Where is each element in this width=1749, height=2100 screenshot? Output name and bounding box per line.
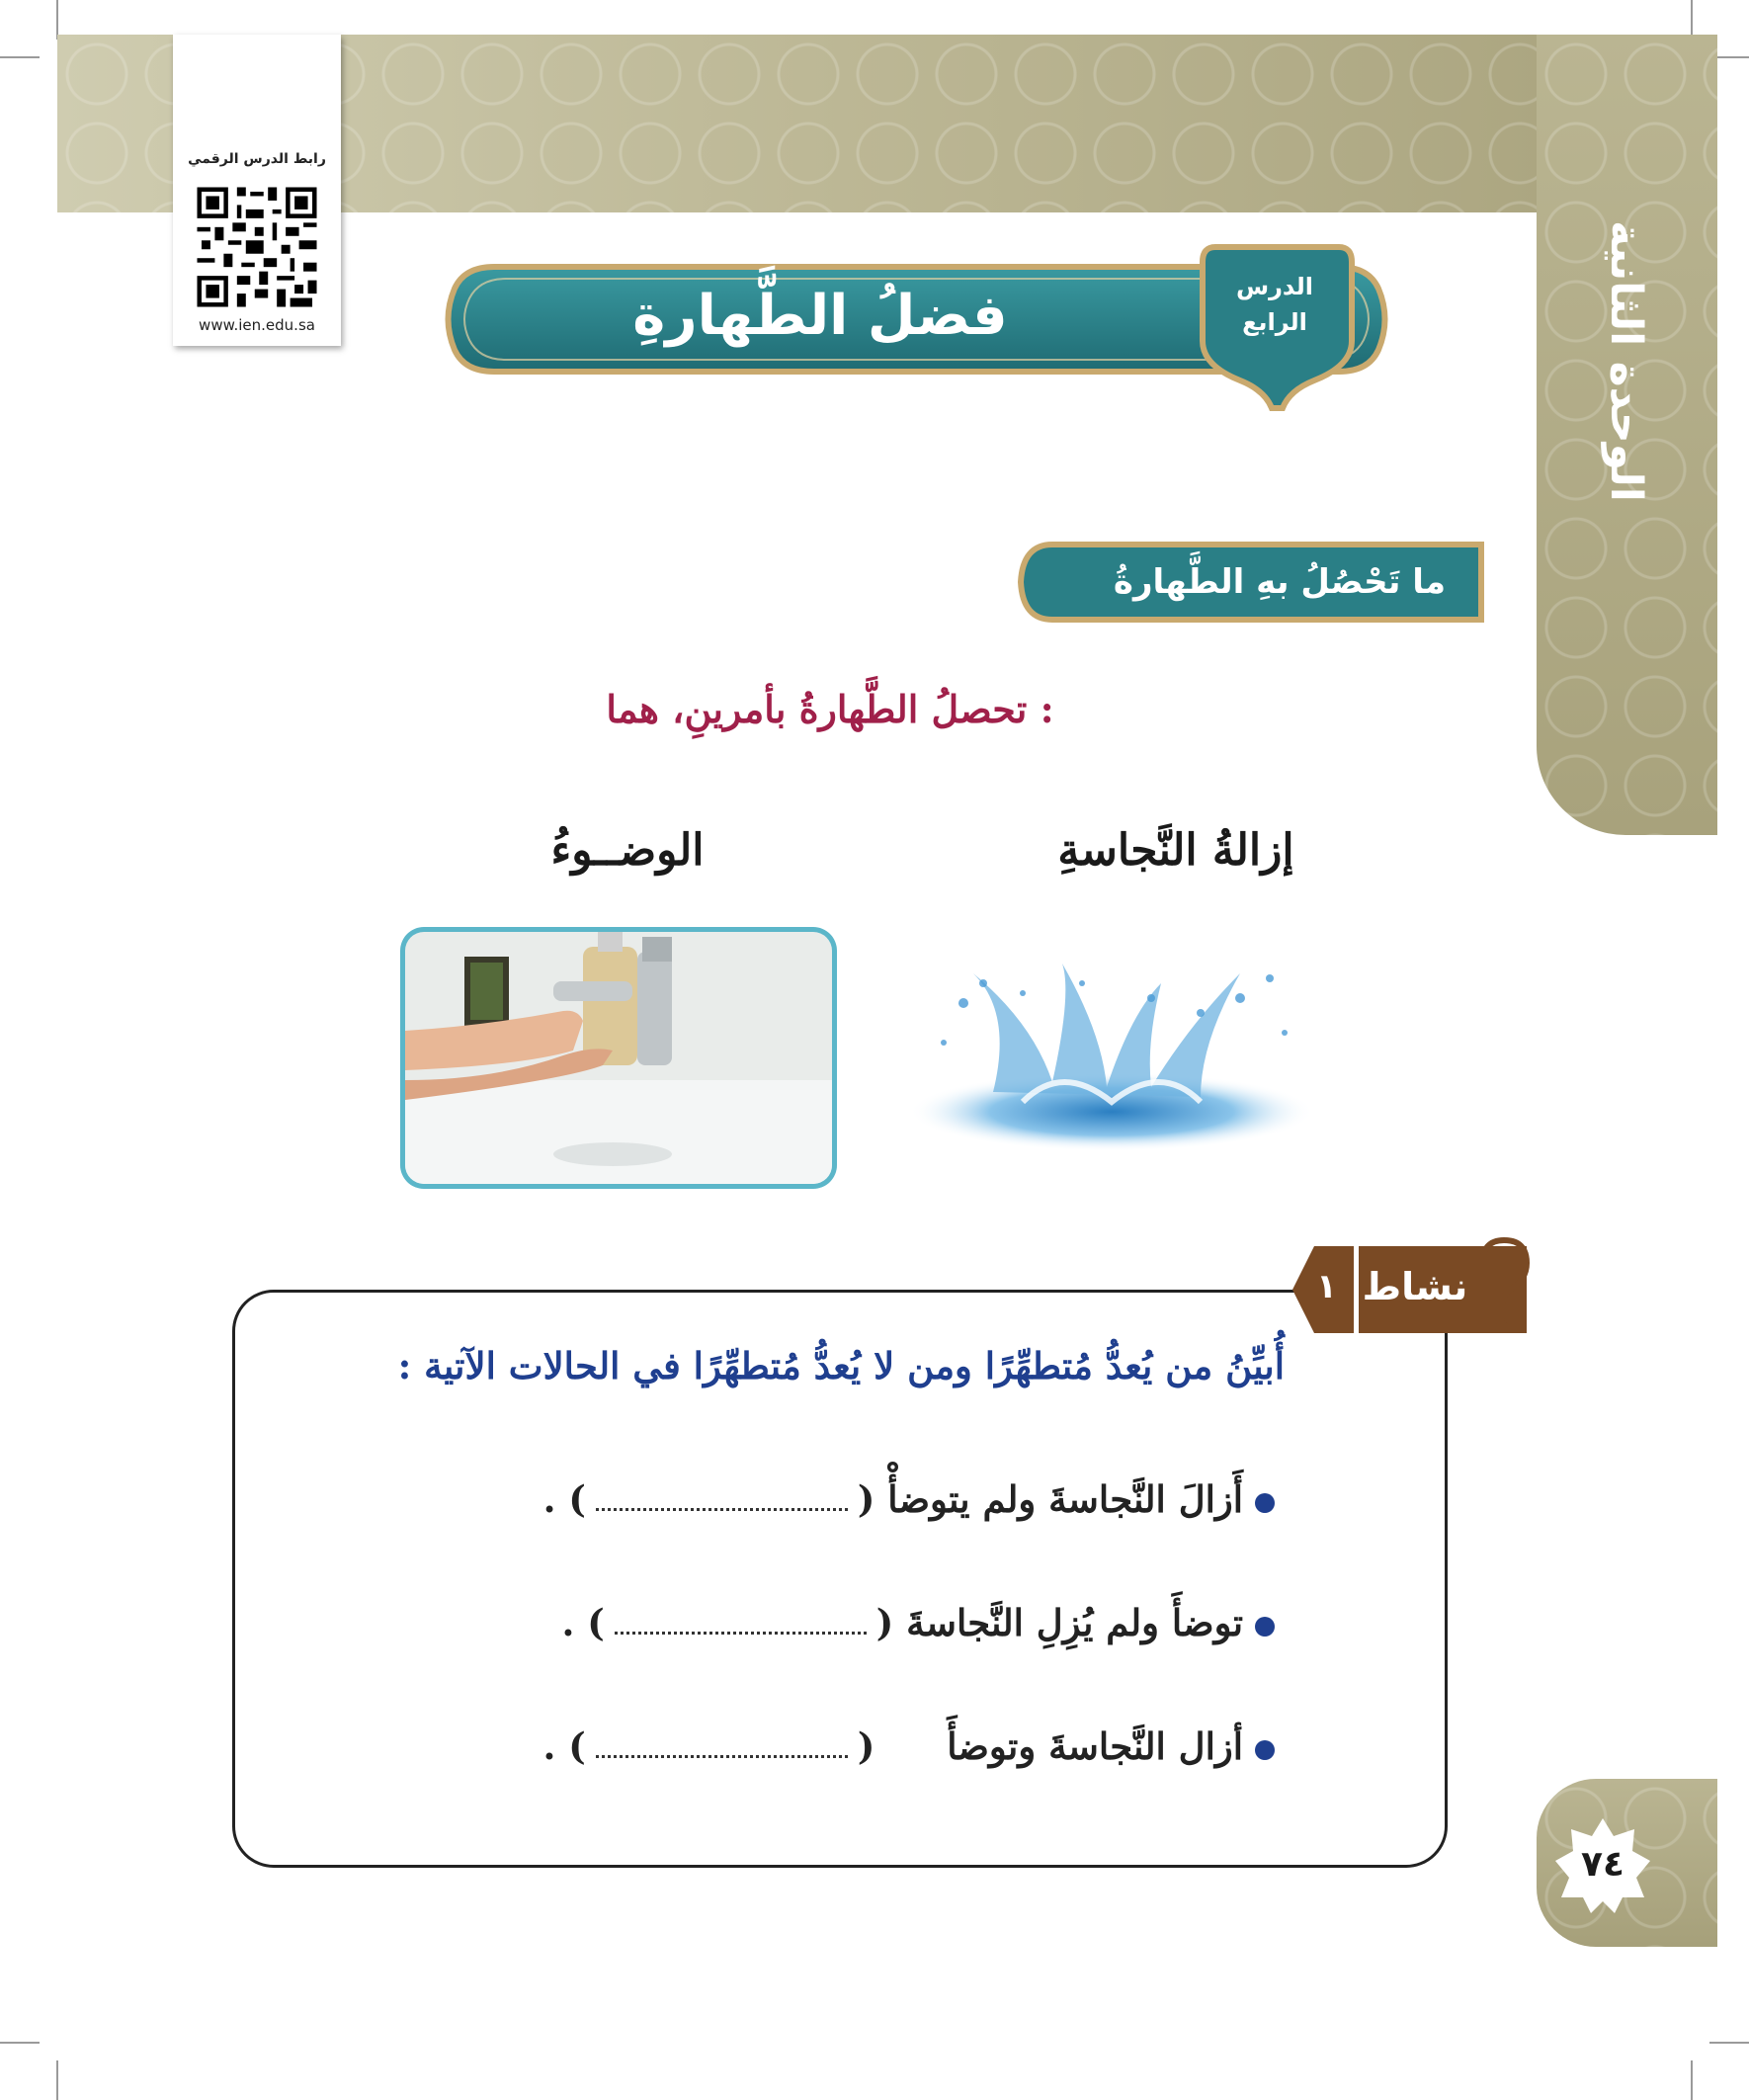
unit-title: الوحدة الثانية <box>1601 219 1651 502</box>
crop-mark <box>0 2042 40 2044</box>
crop-mark <box>56 0 58 40</box>
water-splash-image <box>904 954 1319 1156</box>
qr-card[interactable] <box>173 35 341 346</box>
answer-blank[interactable]: () . <box>542 1724 875 1768</box>
answer-blank[interactable]: () . <box>561 1601 894 1644</box>
activity-label: نشاط <box>1362 1265 1468 1308</box>
crop-mark <box>0 56 40 58</box>
activity-item-text: أَزالَ النَّجاسةَ ولم يتوضأْ <box>887 1477 1243 1521</box>
lesson-badge-line2: الرابع <box>1242 308 1307 336</box>
activity-item <box>464 1724 1275 1768</box>
section-title: ما تَحْصُلُ بهِ الطَّهارةُ <box>1113 562 1447 602</box>
bullet-icon <box>1255 1493 1275 1513</box>
question-mark-icon <box>1472 1235 1532 1344</box>
qr-url-link[interactable]: www.ien.edu.sa <box>199 316 315 334</box>
activity-item-text: أزال النَّجاسةَ وتوضأَ <box>947 1724 1243 1768</box>
qr-label: رابط الدرس الرقمي <box>188 151 326 167</box>
column-title-impurity: إزالةُ النَّجاسةِ <box>1057 825 1294 876</box>
lesson-badge-text <box>1210 269 1339 340</box>
activity-number: ١ <box>1316 1267 1337 1306</box>
column-title-wudu: الوضــوءُ <box>550 825 705 876</box>
bullet-icon <box>1255 1617 1275 1637</box>
bullet-icon <box>1255 1740 1275 1760</box>
answer-blank[interactable]: () . <box>542 1477 875 1521</box>
activity-item <box>464 1477 1275 1521</box>
activity-instruction: أُبيِّنُ من يُعدُّ مُتطهِّرًا ومن لا يُعدُّ مُتطهِّرًا في الحالات الآتية : <box>397 1344 1285 1387</box>
qr-code-icon[interactable] <box>193 183 321 311</box>
wudu-photo <box>405 932 832 1184</box>
activity-item-text: توضأَ ولم يُزِلِ النَّجاسةَ <box>906 1601 1243 1644</box>
crop-mark <box>1691 2060 1693 2100</box>
intro-text: تحصلُ الطَّهارةُ بأمرينِ، هما : <box>606 687 1054 731</box>
wudu-photo-frame <box>400 927 837 1189</box>
crop-mark <box>56 2060 58 2100</box>
lesson-badge-line1: الدرس <box>1235 273 1314 300</box>
crop-mark <box>1709 2042 1749 2044</box>
lesson-title: فضلُ الطَّهارةِ <box>632 284 1008 348</box>
page-number: ٧٤ <box>1581 1844 1624 1885</box>
crop-mark <box>1691 0 1693 40</box>
activity-item <box>464 1601 1275 1644</box>
